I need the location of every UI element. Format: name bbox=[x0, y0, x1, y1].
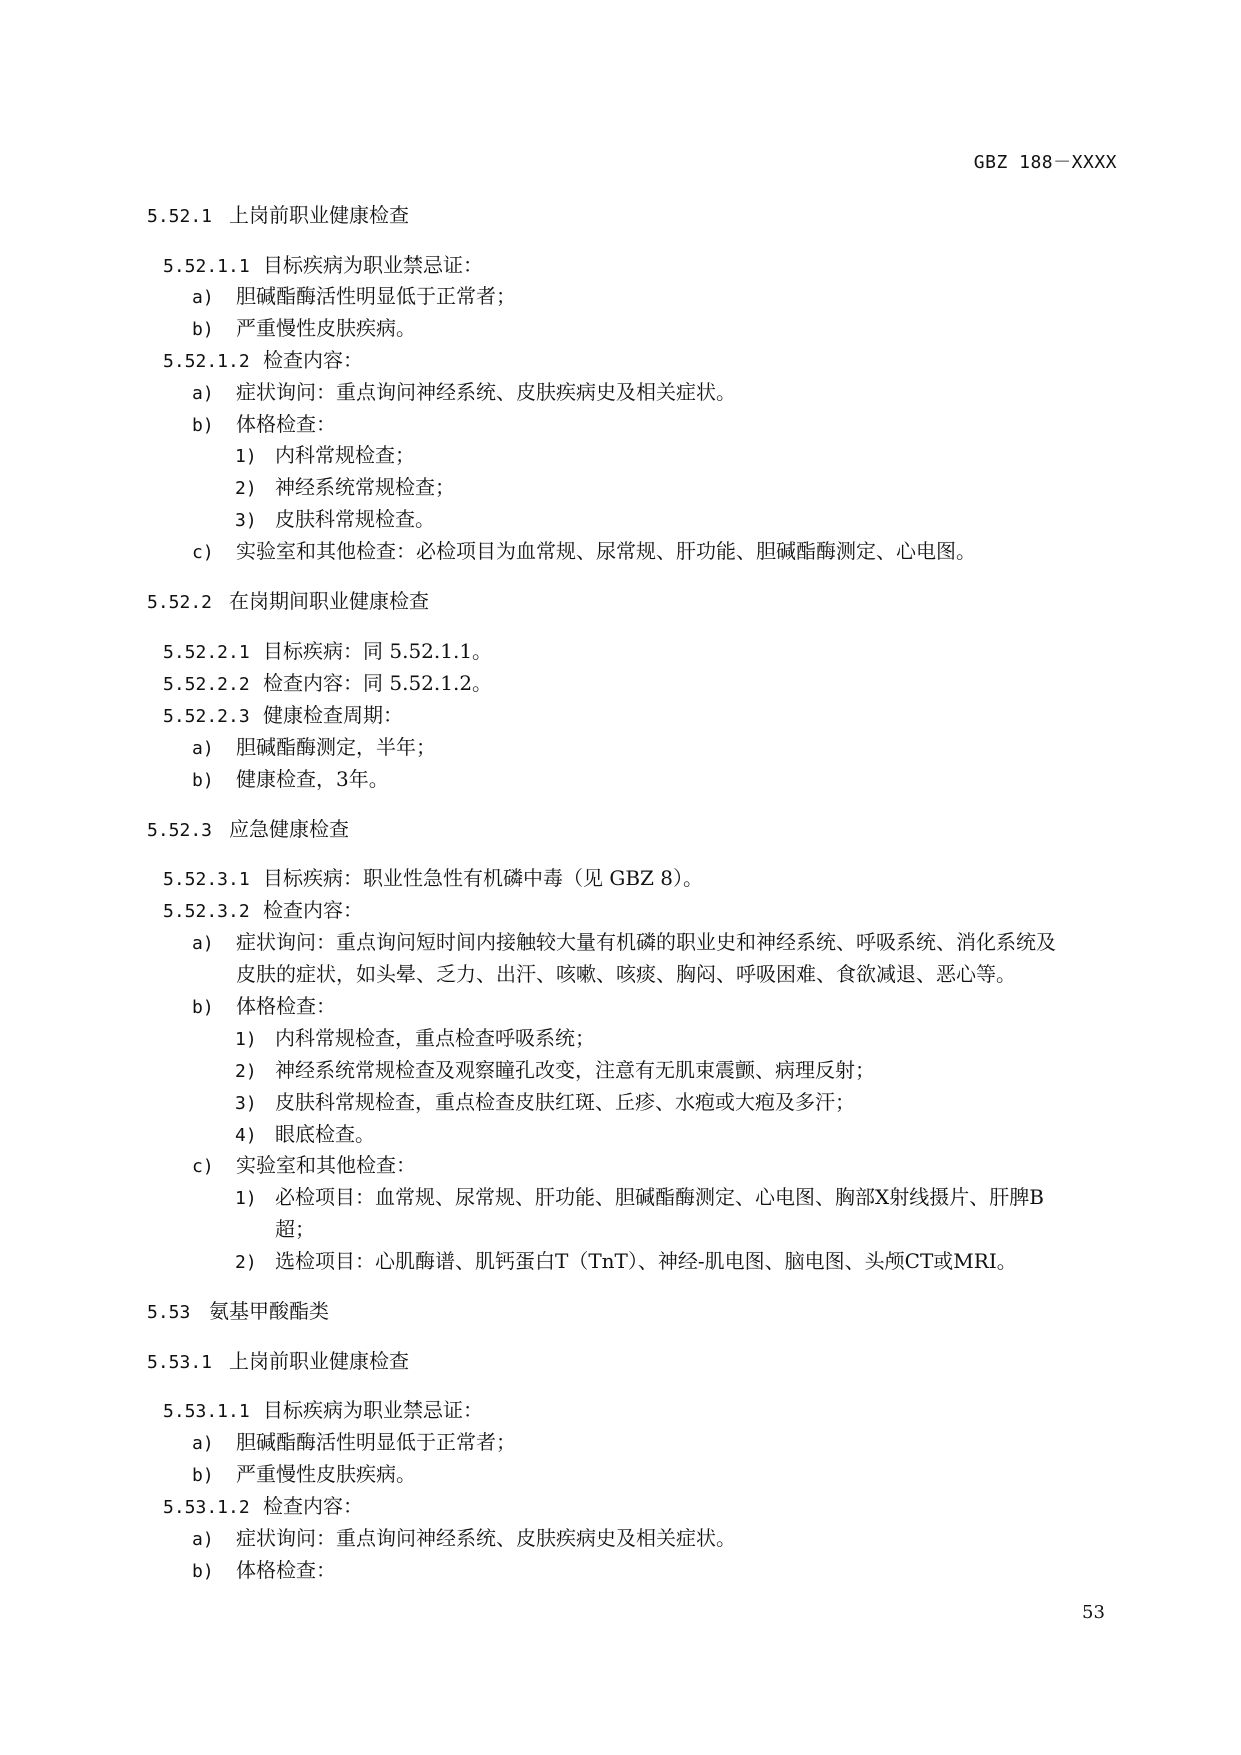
clause-number: 5.53.1.2 bbox=[163, 1497, 250, 1518]
clause-number: 4) bbox=[235, 1125, 257, 1146]
clause-text: 体格检查： bbox=[236, 994, 336, 1018]
clause-number: a) bbox=[192, 383, 214, 404]
clause-number: 1) bbox=[235, 1188, 257, 1209]
list-item bbox=[235, 1217, 315, 1241]
clause-number: 2) bbox=[235, 478, 257, 499]
clause-number: 5.52.2 bbox=[147, 592, 213, 613]
clause-text: 上岗前职业健康检查 bbox=[229, 203, 409, 227]
list-item bbox=[192, 1462, 416, 1488]
clause-number: 2) bbox=[235, 1061, 257, 1082]
clause-text: 症状询问：重点询问短时间内接触较大量有机磷的职业史和神经系统、呼吸系统、消化系统及 bbox=[236, 930, 1056, 954]
clause-number: 5.52.3.2 bbox=[163, 901, 250, 922]
clause-number: 3) bbox=[235, 510, 257, 531]
clause-number: b) bbox=[192, 997, 214, 1018]
list-item bbox=[192, 994, 336, 1020]
clause-text: 健康检查周期： bbox=[263, 703, 403, 727]
list-item bbox=[192, 1526, 736, 1552]
clause-text: 皮肤科常规检查。 bbox=[275, 507, 435, 531]
clause-text: 检查内容： bbox=[263, 898, 363, 922]
page-number: 53 bbox=[1082, 1602, 1105, 1623]
clause-text: 症状询问：重点询问神经系统、皮肤疾病史及相关症状。 bbox=[236, 1526, 736, 1550]
clause-number: b) bbox=[192, 415, 214, 436]
clause-number: b) bbox=[192, 319, 214, 340]
list-item bbox=[235, 475, 455, 501]
clause-text: 皮肤的症状，如头晕、乏力、出汗、咳嗽、咳痰、胸闷、呼吸困难、食欲减退、恶心等。 bbox=[236, 962, 1016, 986]
clause-number: 1) bbox=[235, 1029, 257, 1050]
clause-text: 上岗前职业健康检查 bbox=[229, 1349, 409, 1373]
clause-text: 选检项目：心肌酶谱、肌钙蛋白T（TnT）、神经-肌电图、脑电图、头颅CT或MRI。 bbox=[275, 1249, 1017, 1273]
clause-text: 必检项目：血常规、尿常规、肝功能、胆碱酯酶测定、心电图、胸部X射线摄片、肝脾B bbox=[275, 1185, 1044, 1209]
clause-text: 氨基甲酸酯类 bbox=[209, 1299, 329, 1323]
subclause bbox=[163, 1398, 483, 1424]
clause-text: 体格检查： bbox=[236, 412, 336, 436]
subclause bbox=[163, 703, 403, 729]
clause-number: 5.52.3 bbox=[147, 820, 213, 841]
clause-number: 5.52.2.1 bbox=[163, 642, 250, 663]
section-heading bbox=[147, 817, 349, 843]
clause-text: 实验室和其他检查： bbox=[236, 1153, 416, 1177]
subclause bbox=[163, 639, 492, 665]
list-item bbox=[235, 1026, 595, 1052]
clause-number: 5.52.1.2 bbox=[163, 351, 250, 372]
clause-number: a) bbox=[192, 1433, 214, 1454]
clause-text: 皮肤科常规检查，重点检查皮肤红斑、丘疹、水疱或大疱及多汗； bbox=[275, 1090, 855, 1114]
clause-number: 5.52.1 bbox=[147, 206, 213, 227]
clause-number: 5.53.1 bbox=[147, 1352, 213, 1373]
list-item bbox=[235, 1122, 375, 1148]
clause-text: 超； bbox=[275, 1217, 315, 1241]
clause-text: 体格检查： bbox=[236, 1558, 336, 1582]
list-item bbox=[192, 735, 436, 761]
clause-text: 胆碱酯酶测定，半年； bbox=[236, 735, 436, 759]
list-item bbox=[192, 1558, 336, 1584]
clause-number: b) bbox=[192, 1561, 214, 1582]
clause-number: c) bbox=[192, 542, 214, 563]
list-item bbox=[235, 1185, 1044, 1211]
clause-number: a) bbox=[192, 1529, 214, 1550]
clause-number: c) bbox=[192, 1156, 214, 1177]
clause-text: 内科常规检查； bbox=[275, 443, 415, 467]
list-item bbox=[235, 1090, 855, 1116]
clause-number: 5.52.1.1 bbox=[163, 256, 250, 277]
subclause bbox=[163, 253, 483, 279]
section-heading bbox=[147, 589, 429, 615]
list-item bbox=[192, 1430, 516, 1456]
clause-text: 严重慢性皮肤疾病。 bbox=[236, 1462, 416, 1486]
clause-number: b) bbox=[192, 1465, 214, 1486]
clause-number: 5.52.2.3 bbox=[163, 706, 250, 727]
list-item bbox=[192, 380, 736, 406]
clause-text: 内科常规检查，重点检查呼吸系统； bbox=[275, 1026, 595, 1050]
section-heading bbox=[147, 203, 409, 229]
clause-number: 5.53.1.1 bbox=[163, 1401, 250, 1422]
list-item bbox=[235, 443, 415, 469]
list-item bbox=[235, 507, 435, 533]
list-item bbox=[235, 1058, 875, 1084]
clause-text: 目标疾病：同 5.52.1.1。 bbox=[263, 639, 493, 663]
clause-number: 2) bbox=[235, 1252, 257, 1273]
clause-text: 检查内容： bbox=[263, 1494, 363, 1518]
clause-number: b) bbox=[192, 770, 214, 791]
clause-number: 5.52.3.1 bbox=[163, 869, 250, 890]
clause-number: a) bbox=[192, 933, 214, 954]
clause-number: a) bbox=[192, 287, 214, 308]
list-item bbox=[192, 539, 976, 565]
subclause bbox=[163, 866, 703, 892]
subclause bbox=[163, 898, 363, 924]
clause-number: 3) bbox=[235, 1093, 257, 1114]
clause-text: 在岗期间职业健康检查 bbox=[229, 589, 429, 613]
clause-text: 胆碱酯酶活性明显低于正常者； bbox=[236, 284, 516, 308]
clause-text: 症状询问：重点询问神经系统、皮肤疾病史及相关症状。 bbox=[236, 380, 736, 404]
clause-text: 检查内容： bbox=[263, 348, 363, 372]
clause-number: 1) bbox=[235, 446, 257, 467]
clause-text: 胆碱酯酶活性明显低于正常者； bbox=[236, 1430, 516, 1454]
clause-text: 目标疾病为职业禁忌证： bbox=[263, 1398, 483, 1422]
list-item bbox=[192, 1153, 416, 1179]
clause-number: a) bbox=[192, 738, 214, 759]
clause-text: 眼底检查。 bbox=[275, 1122, 375, 1146]
clause-number: 5.52.2.2 bbox=[163, 674, 250, 695]
clause-text: 目标疾病：职业性急性有机磷中毒（见 GBZ 8）。 bbox=[263, 866, 704, 890]
subclause bbox=[163, 1494, 363, 1520]
list-item bbox=[192, 930, 1056, 956]
clause-text: 实验室和其他检查：必检项目为血常规、尿常规、肝功能、胆碱酯酶测定、心电图。 bbox=[236, 539, 976, 563]
list-item bbox=[192, 316, 416, 342]
clause-text: 健康检查，3年。 bbox=[236, 767, 389, 791]
list-item bbox=[235, 1249, 1017, 1275]
clause-text: 检查内容：同 5.52.1.2。 bbox=[263, 671, 493, 695]
list-item bbox=[192, 962, 1016, 986]
list-item bbox=[192, 412, 336, 438]
clause-number: 5.53 bbox=[147, 1302, 191, 1323]
list-item bbox=[192, 767, 389, 793]
clause-text: 神经系统常规检查及观察瞳孔改变，注意有无肌束震颤、病理反射； bbox=[275, 1058, 875, 1082]
subclause bbox=[163, 348, 363, 374]
list-item bbox=[192, 284, 516, 310]
clause-text: 目标疾病为职业禁忌证： bbox=[263, 253, 483, 277]
document-code-header: GBZ 188－XXXX bbox=[973, 152, 1117, 173]
section-heading bbox=[147, 1349, 409, 1375]
subclause bbox=[163, 671, 492, 697]
clause-text: 神经系统常规检查； bbox=[275, 475, 455, 499]
clause-text: 应急健康检查 bbox=[229, 817, 349, 841]
section-heading bbox=[147, 1299, 329, 1325]
clause-text: 严重慢性皮肤疾病。 bbox=[236, 316, 416, 340]
